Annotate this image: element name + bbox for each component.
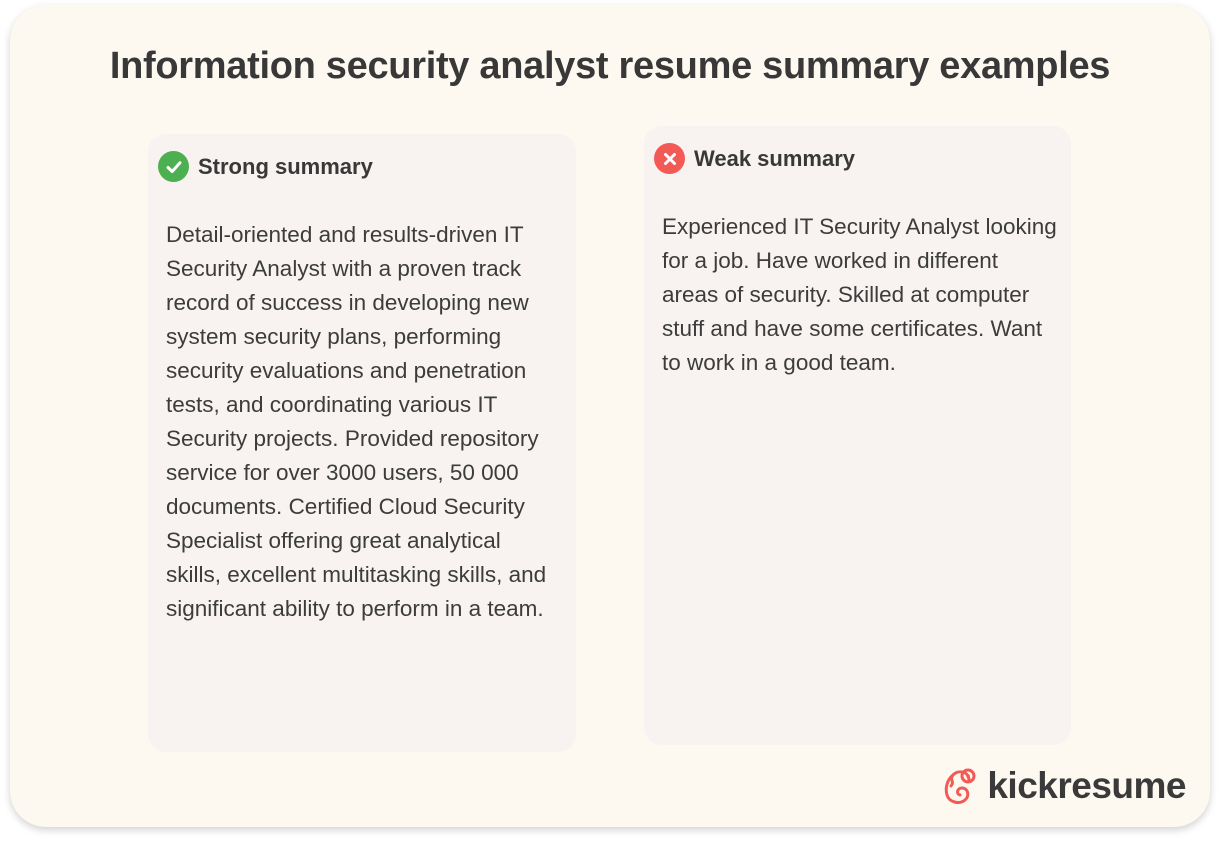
x-circle-icon	[654, 143, 685, 174]
chameleon-icon	[941, 766, 979, 806]
kickresume-logo	[941, 765, 1186, 807]
brand-name: kickresume	[987, 765, 1186, 806]
strong-summary-text: Detail-oriented and results-driven IT Security Analyst with a proven track record of success in developing new system security plans, performing security evaluations and penetration tests, and coordinating various IT Security projects. Provided repository service for over 3000 users, 50 000 documents. Certified Cloud Security Specialist offering great analytical skills, excellent multitasking skills, and significant ability to perform in a team.	[166, 222, 547, 621]
page-title: Information security analyst resume summary examples	[109, 45, 1111, 87]
strong-summary-heading: Strong summary	[198, 153, 373, 179]
strong-summary-panel	[148, 134, 576, 752]
weak-summary-panel	[644, 126, 1071, 745]
infographic-card	[10, 5, 1210, 827]
weak-summary-text: Experienced IT Security Analyst looking for a job. Have worked in different areas of security. Skilled at computer stuff and have some certificates. Want to work in a good team.	[662, 214, 1057, 375]
strong-summary-header	[158, 151, 373, 182]
weak-summary-heading: Weak summary	[694, 145, 856, 171]
weak-summary-header	[654, 143, 855, 174]
check-circle-icon	[158, 151, 189, 182]
